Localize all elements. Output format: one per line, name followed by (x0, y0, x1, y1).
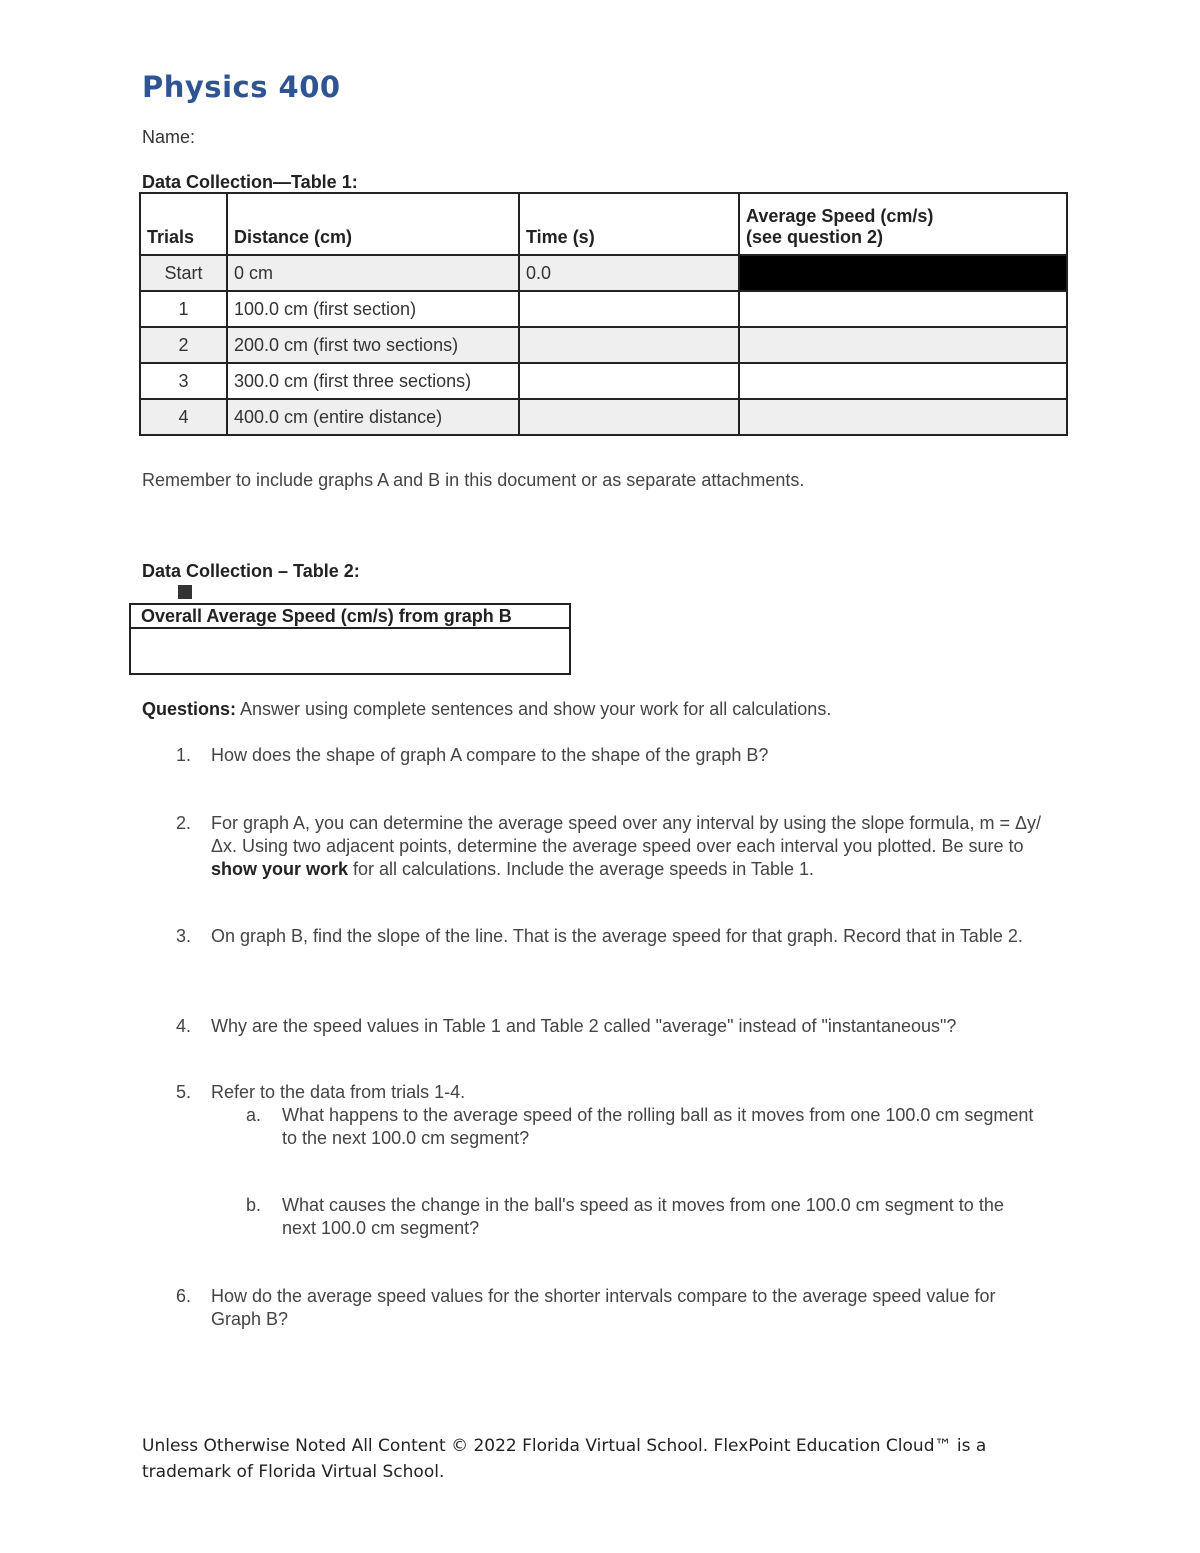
header-time: Time (s) (519, 193, 739, 255)
question-number: 4. (176, 1016, 192, 1036)
header-average-speed-line1: Average Speed (cm/s) (746, 206, 934, 226)
question-text-part: For graph A, you can determine the average speed over any interval by using the slope formula, m = Δy/Δx. Using two adjacent points, determine the average speed over each interval you plotted. Be sure to (211, 813, 1041, 856)
cell-trial: 4 (140, 399, 227, 435)
question-number: 5. (176, 1082, 192, 1102)
question-number: 3. (176, 926, 192, 946)
cell-distance: 0 cm (227, 255, 519, 291)
cell-time[interactable] (519, 363, 739, 399)
question-text: Why are the speed values in Table 1 and Table 2 called "average" instead of "instantaneous"? (211, 1016, 957, 1036)
table-row (140, 255, 1067, 291)
question-text: How do the average speed values for the shorter intervals compare to the average speed value for Graph B? (211, 1286, 996, 1329)
subquestion-letter: a. (246, 1105, 262, 1125)
questions-heading: Questions: (142, 699, 237, 719)
name-label: Name: (142, 127, 196, 147)
cell-distance: 100.0 cm (first section) (227, 291, 519, 327)
header-average-speed-line2: (see question 2) (746, 227, 884, 247)
cell-time[interactable] (519, 291, 739, 327)
question-text: Refer to the data from trials 1-4. (211, 1082, 466, 1102)
header-distance: Distance (cm) (227, 193, 519, 255)
question-text: How does the shape of graph A compare to the shape of the graph B? (211, 745, 769, 765)
table2-header: Overall Average Speed (cm/s) from graph B (130, 604, 570, 628)
questions-intro (142, 699, 831, 720)
table2-value-cell[interactable] (130, 628, 570, 674)
questions-instructions: Answer using complete sentences and show your work for all calculations. (236, 699, 832, 719)
header-trials: Trials (140, 193, 227, 255)
question-number: 1. (176, 745, 192, 765)
question-text: On graph B, find the slope of the line. That is the average speed for that graph. Record that in Table 2. (211, 926, 1023, 946)
table-anchor-icon (178, 585, 192, 599)
cell-trial: 2 (140, 327, 227, 363)
question-number: 2. (176, 813, 192, 833)
question-text-bold: show your work (211, 859, 349, 879)
table-row (140, 327, 1067, 363)
header-average-speed (739, 193, 1067, 255)
cell-distance: 200.0 cm (first two sections) (227, 327, 519, 363)
cell-distance: 300.0 cm (first three sections) (227, 363, 519, 399)
table2-label: Data Collection – Table 2: (142, 561, 360, 581)
cell-avg-speed[interactable] (739, 399, 1067, 435)
table-row (140, 363, 1067, 399)
table-row (140, 291, 1067, 327)
cell-time[interactable] (519, 399, 739, 435)
graphs-reminder: Remember to include graphs A and B in this document or as separate attachments. (142, 470, 805, 490)
table-header-row (140, 193, 1067, 255)
table-row (140, 399, 1067, 435)
cell-avg-blocked (739, 255, 1067, 291)
cell-avg-speed[interactable] (739, 363, 1067, 399)
page-title: Physics 400 (142, 70, 341, 104)
copyright-footer: Unless Otherwise Noted All Content © 2022 Florida Virtual School. FlexPoint Education Cloud™ is a trademark of Florida Virtual School. (142, 1436, 987, 1482)
subquestion-letter: b. (246, 1195, 262, 1215)
cell-time[interactable] (519, 327, 739, 363)
cell-distance: 400.0 cm (entire distance) (227, 399, 519, 435)
cell-trial: 3 (140, 363, 227, 399)
cell-trial: 1 (140, 291, 227, 327)
question-text (211, 812, 1046, 881)
data-table-2 (129, 603, 571, 675)
question-text-part: for all calculations. Include the average speeds in Table 1. (348, 859, 814, 879)
data-table-1 (139, 192, 1068, 436)
cell-time[interactable]: 0.0 (519, 255, 739, 291)
question-number: 6. (176, 1286, 192, 1306)
subquestion-text: What happens to the average speed of the rolling ball as it moves from one 100.0 cm segment to the next 100.0 cm segment? (282, 1105, 1034, 1148)
table1-label: Data Collection—Table 1: (142, 172, 358, 192)
subquestion-text: What causes the change in the ball's speed as it moves from one 100.0 cm segment to the next 100.0 cm segment? (282, 1195, 1004, 1238)
cell-trial: Start (140, 255, 227, 291)
cell-avg-speed[interactable] (739, 327, 1067, 363)
cell-avg-speed[interactable] (739, 291, 1067, 327)
